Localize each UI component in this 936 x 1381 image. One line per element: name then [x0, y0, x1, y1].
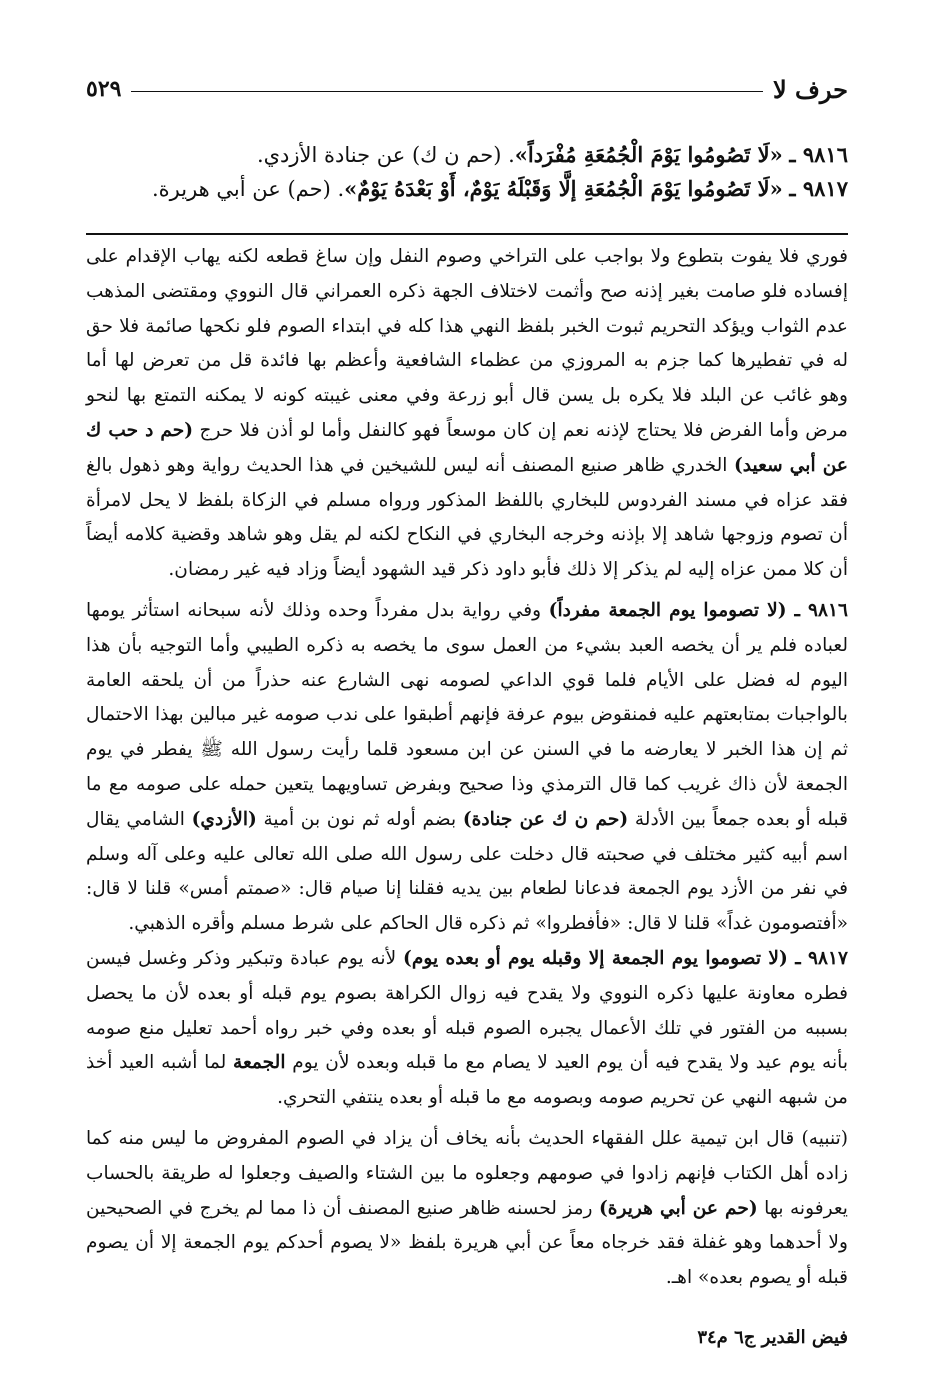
hadith-source: . (حم) عن أبي هريرة. [151, 177, 345, 201]
hadith-text: «لَا تَصُومُوا يَوْمَ الْجُمُعَةِ مُفْرَداً» [514, 142, 783, 167]
commentary-paragraph [86, 240, 848, 588]
commentary-text: بضم أوله ثم نون بن أمية [256, 808, 463, 830]
note-label: (تنبيه) [801, 1127, 848, 1149]
hadith-number: ٩٨١٧ ـ [787, 947, 848, 969]
hadith-quote: (لا تصوموا يوم الجمعة إلا وقبله يوم أو بعده يوم) [403, 947, 788, 969]
hadith-number: ٩٨١٦ ـ [789, 142, 848, 167]
hadith-text: «لَا تَصُومُوا يَوْمَ الْجُمُعَةِ إلَّا وَقَبْلَهُ يَوْمٌ، أَوْ بَعْدَهُ يَوْمٌ» [344, 176, 783, 201]
commentary-paragraph [86, 942, 848, 1116]
chapter-title: حرف لا [773, 74, 848, 104]
commentary-text: قال ابن تيمية علل الفقهاء الحديث بأنه يخاف أن يزاد في الصوم المفروض ما ليس منه كما زاده أهل الكتاب فإنهم زادوا في صومهم وجعلوه ما بين الشتاء والصيف وجعلوا له طريقة بالحساب يعرفونه بها [86, 1127, 848, 1219]
commentary-text: لأنه يوم عبادة وتبكير وذكر وغسل فيسن فطره معاونة عليها ذكره النووي ولا يقدح فيه زوال الكراهة بصوم يوم قبله أو بعده لأن ما يحصل بسببه من الفتور في تلك الأعمال يجبره الصوم قبله أو بعده وفي خبر رواه أحمد تعليل منع صومه بأنه يوم عيد ولا يقدح فيه أن يوم العيد لا يصام مع ما قبله وبعده لأن يوم [86, 947, 848, 1074]
section-divider [86, 233, 848, 235]
hadith-source: . (حم ن ك) عن جنادة الأزدي. [256, 143, 515, 167]
hadith-entry [86, 138, 848, 172]
keyword: الجمعة [232, 1052, 286, 1074]
hadith-number: ٩٨١٦ ـ [786, 599, 848, 621]
page-number: ٥٢٩ [86, 76, 122, 102]
hadith-text-block [86, 138, 848, 206]
hadith-number: ٩٨١٧ ـ [789, 176, 848, 201]
source-code: (حم ن ك عن جنادة) [462, 808, 629, 830]
commentary-text: الشامي يقال اسم أبيه كثير مختلف في صحبته قال دخلت على رسول الله صلى الله تعالى عليه وعلى آله وسلم في نفر من الأزد يوم الجمعة فدعانا لطعام بين يديه فقلنا إنا صيام قال: «صمتم أمس» قلنا لا قال: «أفتصومون غداً» قلنا لا قال: «فأفطروا» ثم ذكره قال الحاكم على شرط مسلم وأقره الذهبي. [86, 808, 848, 935]
commentary-text: لما أشبه العيد أخذ من شبهه النهي عن تحريم صومه وبصومه مع ما قبله أو بعده ينتفي التحري. [86, 1052, 848, 1109]
commentary-text: رمز لحسنه ظاهر صنيع المصنف أن ذا مما لم يخرج في الصحيحين ولا أحدهما وهو غفلة فقد خرجاه معاً عن أبي هريرة بلفظ «لا يصوم أحدكم يوم الجمعة إلا أن يصوم قبله أو يصوم بعده» اهـ. [86, 1197, 848, 1289]
running-header [86, 74, 848, 104]
narrator-name: (الأزدي) [191, 808, 257, 830]
commentary-paragraph [86, 594, 848, 942]
hadith-entry [86, 172, 848, 206]
source-code: (حم د حب ك عن أبي سعيد) [86, 419, 848, 476]
commentary-text: وفي رواية بدل مفرداً وحده وذلك لأنه سبحانه استأثر يومها لعباده فلم ير أن يخصه العبد بشيء من العمل سوى ما يخصه به ذكره الطيبي وأما التوجيه بأن هذا اليوم له فضل على الأيام فلما قوي الداعي لصومه نهى الشارع عنه حذراً من أن يلحقه العامة بالواجبات بمتابعتهم عليه فمنقوض بيوم عرفة فإنهم أطبقوا على ندب صومه غير مبالين بهذا الاحتمال ثم إن هذا الخبر لا يعارضه ما في السنن عن ابن مسعود قلما رأيت رسول الله ﷺ يفطر في يوم الجمعة لأن ذاك غريب كما قال الترمذي وذا صحيح وبفرض تساويهما يتعين حمله على صومه مع ما قبله أو بعده جمعاً بين الأدلة [86, 599, 848, 830]
hadith-quote: (لا تصوموا يوم الجمعة مفرداً) [548, 599, 787, 621]
commentary-block [86, 240, 848, 1296]
signature-mark: فيض القدير ج٦ م٣٤ [697, 1327, 848, 1348]
header-rule [131, 91, 763, 92]
source-code: (حم عن أبي هريرة) [598, 1197, 758, 1219]
commentary-text: فوري فلا يفوت بتطوع ولا بواجب على التراخي وصوم النفل وإن ساغ قطعه لكنه يهاب الإقدام على إفساده فلو صامت بغير إذنه صح وأثمت لاختلاف الجهة ذكره العمراني قال النووي ومقتضى المذهب عدم الثواب ويؤكد التحريم ثبوت الخبر بلفظ النهي هذا كله في ابتداء الصوم فلو نكحها صائمة فلا حق له في تفطيرها كما جزم به المروزي من عظماء الشافعية وأعظم بها فائدة قل من تعرض لها أما وهو غائب عن البلد فلا يكره بل يسن قال أبو زرعة وفي معنى غيبته كونه لا يمكنه التمتع بها لنحو مرض وأما الفرض فلا يحتاج لإذنه نعم إن كان موسعاً فهو كالنفل وأما لو أذن فلا حرج [86, 246, 848, 441]
commentary-text: الخدري ظاهر صنيع المصنف أنه ليس للشيخين في هذا الحديث رواية وهو ذهول بالغ فقد عزاه في مسند الفردوس للبخاري باللفظ المذكور ورواه مسلم في الزكاة بلفظ لا يحل لامرأة أن تصوم وزوجها شاهد إلا بإذنه وخرجه البخاري في النكاح لكنه لم يقل وهو شاهد وقضية كلامه أيضاً أن كلا ممن عزاه إليه لم يذكر إلا ذلك فأبو داود ذكر قيد الشهود أيضاً وزاد فيه غير رمضان. [86, 454, 848, 581]
commentary-paragraph [86, 1122, 848, 1296]
